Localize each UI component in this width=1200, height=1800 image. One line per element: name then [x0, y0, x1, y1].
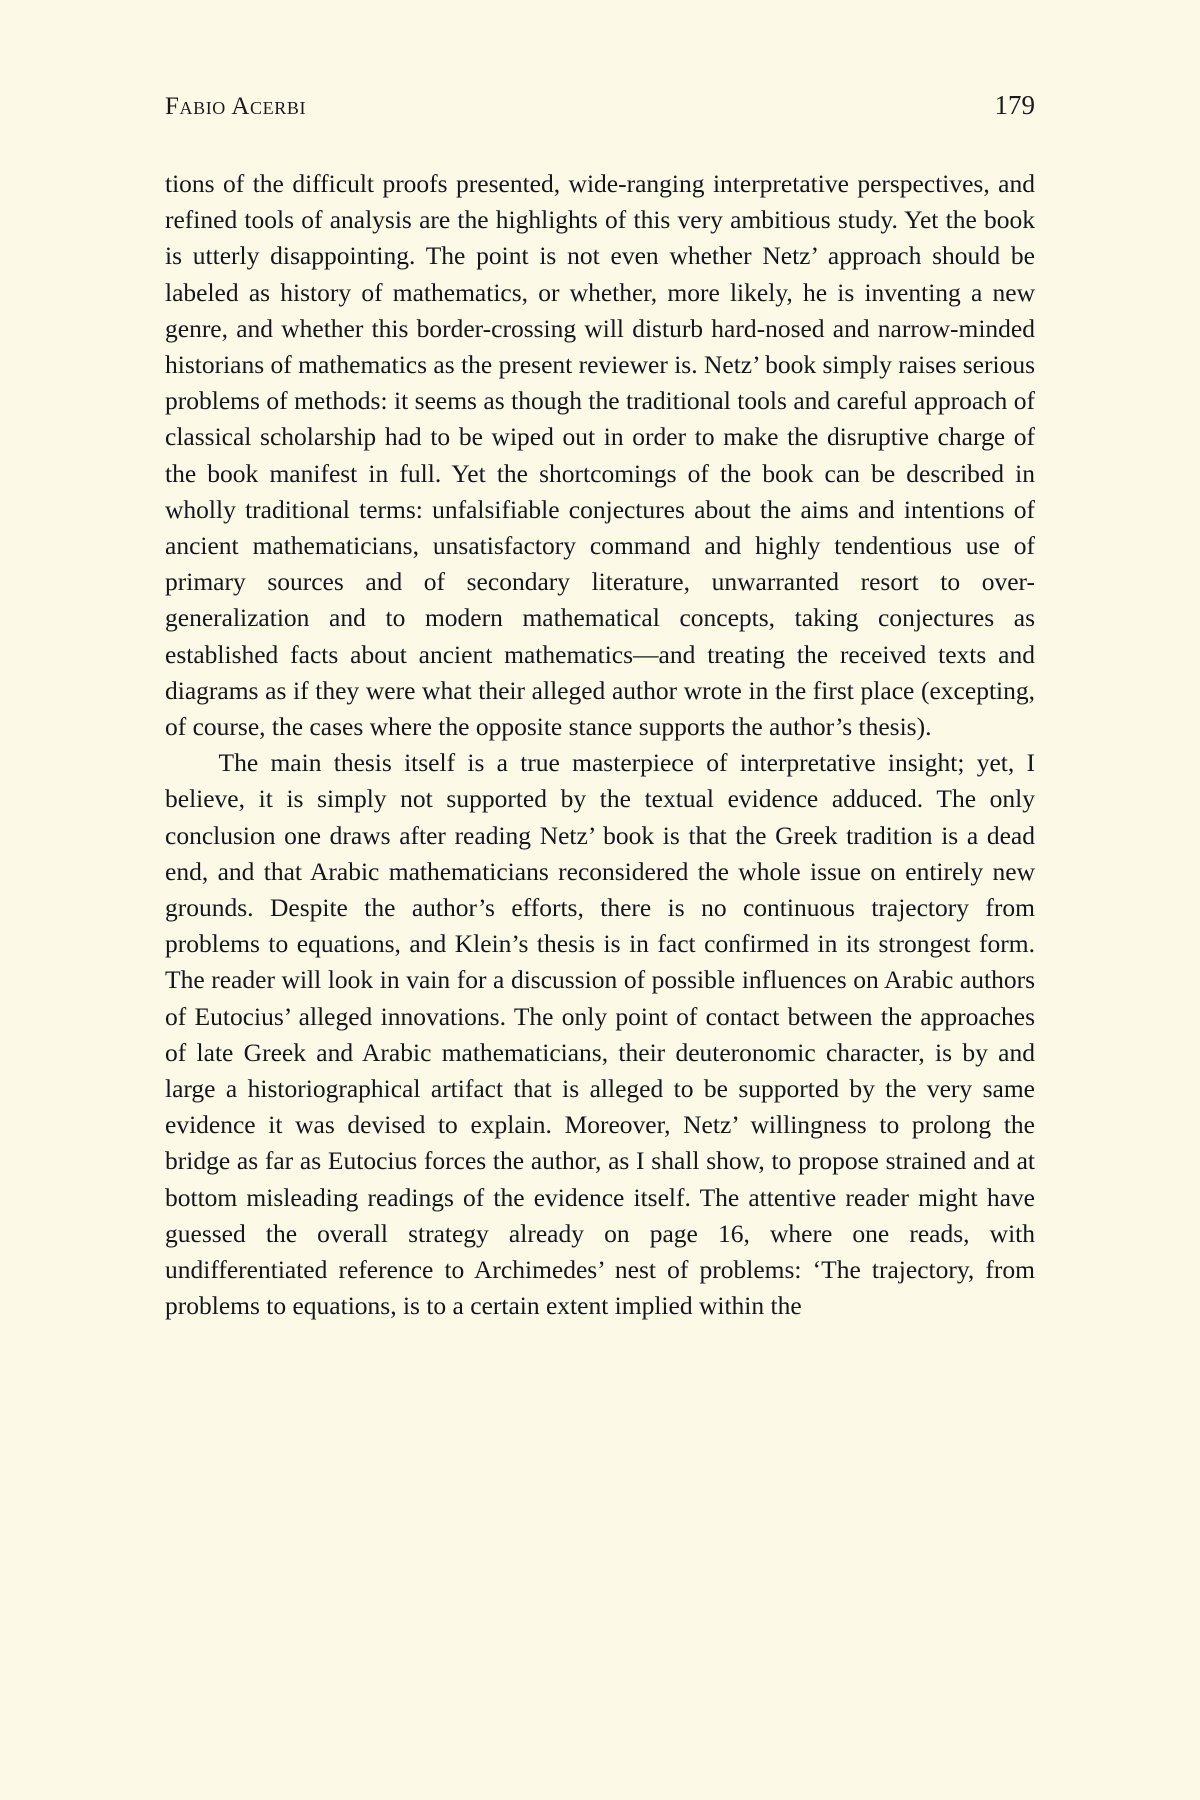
page-number: 179 — [994, 90, 1035, 120]
page-content — [165, 90, 1035, 1325]
body-text — [165, 166, 1035, 1325]
running-head-author: Fabio Acerbi — [165, 93, 307, 120]
running-head — [165, 90, 1035, 121]
paragraph-1: tions of the difficult proofs presented, wide-ranging interpretative perspectives, and refined tools of analysis are the highlights of this very ambitious study. Yet the book is utterly disappointing. The point is not even whether Netz’ approach should be labeled as history of mathematics, or whether, more likely, he is inventing a new genre, and whether this border-crossing will disturb hard-nosed and narrow-minded historians of mathematics as the present reviewer is. Netz’ book simply raises serious problems of methods: it seems as though the traditional tools and careful approach of classical scholarship had to be wiped out in order to make the disruptive charge of the book manifest in full. Yet the shortcomings of the book can be described in wholly traditional terms: unfalsifiable conjectures about the aims and intentions of ancient mathematicians, unsatisfactory command and highly tendentious use of primary sources and of secondary literature, unwarranted resort to over-generalization and to modern mathematical concepts, taking conjectures as established facts about ancient mathematics—and treating the received texts and diagrams as if they were what their alleged author wrote in the first place (excepting, of course, the cases where the opposite stance supports the author’s thesis). — [165, 169, 1035, 742]
paragraph-2: The main thesis itself is a true masterpiece of interpretative insight; yet, I believe, it is simply not supported by the textual evidence adduced. The only conclusion one draws after reading Netz’ book is that the Greek tradition is a dead end, and that Arabic mathematicians reconsidered the whole issue on entirely new grounds. Despite the author’s efforts, there is no continuous trajectory from problems to equations, and Klein’s thesis is in fact confirmed in its strongest form. The reader will look in vain for a discussion of possible influences on Arabic authors of Eutocius’ alleged innovations. The only point of contact between the approaches of late Greek and Arabic mathematicians, their deuteronomic character, is by and large a historiographical artifact that is alleged to be supported by the very same evidence it was devised to explain. Moreover, Netz’ willingness to prolong the bridge as far as Eutocius forces the author, as I shall show, to propose strained and at bottom misleading readings of the evidence itself. The attentive reader might have guessed the overall strategy already on page 16, where one reads, with undifferentiated reference to Archimedes’ nest of problems: ‘The trajectory, from problems to equations, is to a certain extent implied within the — [165, 748, 1035, 1321]
